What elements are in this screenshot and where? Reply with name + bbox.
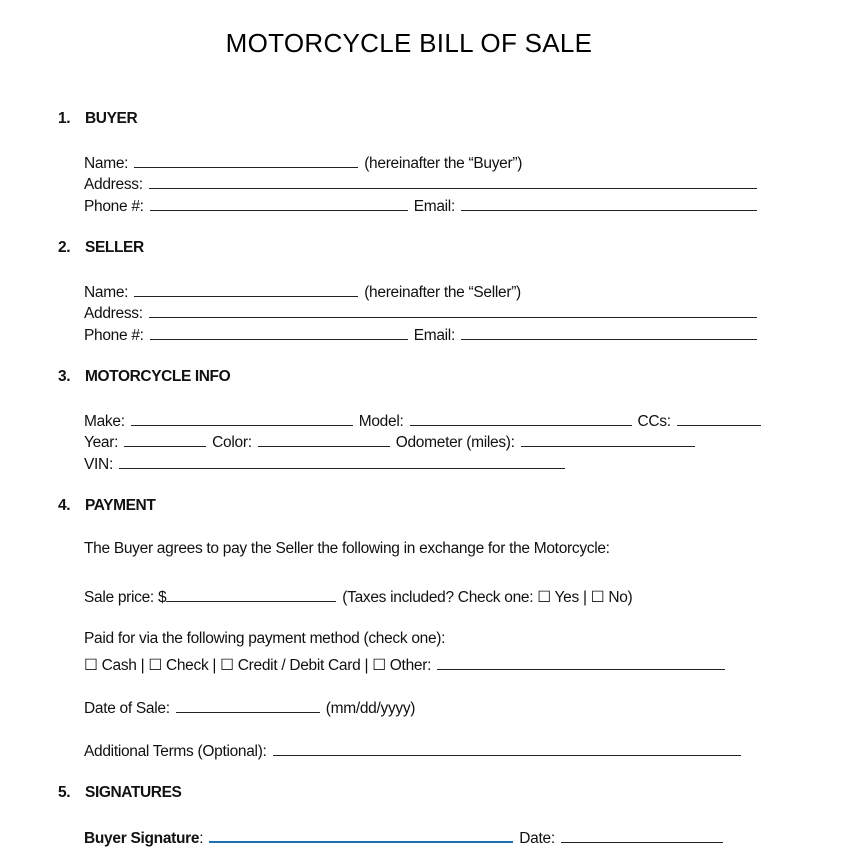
taxes-yes-checkbox[interactable]: ☐ Yes xyxy=(537,589,579,606)
make-label: Make: xyxy=(84,413,125,430)
section-number: 3. xyxy=(58,368,71,385)
payment-intro: The Buyer agrees to pay the Seller the following in exchange for the Motorcycle: xyxy=(84,540,610,557)
buyer-name-field[interactable] xyxy=(134,153,358,168)
buyer-name-row xyxy=(84,153,522,173)
buyer-email-field[interactable] xyxy=(461,196,757,211)
buyer-address-label: Address: xyxy=(84,176,143,193)
signature-date-label: Date: xyxy=(519,830,555,847)
buyer-signature-label: Buyer Signature xyxy=(84,830,200,847)
section-number: 4. xyxy=(58,497,71,514)
seller-address-label: Address: xyxy=(84,305,143,322)
ccs-field[interactable] xyxy=(677,411,761,426)
other-checkbox[interactable]: ☐ Other: xyxy=(372,657,432,674)
section-number: 2. xyxy=(58,239,71,256)
check-checkbox[interactable]: ☐ Check xyxy=(148,657,209,674)
payment-method-row xyxy=(84,655,727,675)
section-number: 5. xyxy=(58,784,71,801)
other-method-field[interactable] xyxy=(437,655,725,670)
sale-price-field[interactable] xyxy=(166,587,336,602)
seller-contact-row xyxy=(84,325,759,345)
seller-email-label: Email: xyxy=(413,327,455,344)
taxes-no-checkbox[interactable]: ☐ No) xyxy=(590,589,633,606)
buyer-signature-field[interactable] xyxy=(209,827,513,843)
date-format-hint: (mm/dd/yyyy) xyxy=(325,700,416,717)
section-heading-signatures xyxy=(58,784,181,802)
sale-price-label: Sale price: $ xyxy=(84,589,167,606)
year-label: Year: xyxy=(84,434,119,451)
model-label: Model: xyxy=(358,413,404,430)
buyer-signature-row xyxy=(84,827,725,848)
color-field[interactable] xyxy=(258,432,390,447)
color-label: Color: xyxy=(212,434,252,451)
section-title: SIGNATURES xyxy=(85,784,182,801)
seller-phone-label: Phone #: xyxy=(84,327,144,344)
sale-price-row xyxy=(84,587,632,607)
vin-field[interactable] xyxy=(119,454,565,469)
buyer-address-field[interactable] xyxy=(149,174,757,189)
section-heading-motorcycle xyxy=(58,368,230,386)
section-heading-seller xyxy=(58,239,144,257)
section-heading-buyer xyxy=(58,110,137,128)
signature-date-field[interactable] xyxy=(561,828,723,843)
seller-phone-field[interactable] xyxy=(150,325,408,340)
separator: | xyxy=(582,589,587,606)
seller-name-note: (hereinafter the “Seller”) xyxy=(364,284,521,301)
buyer-email-label: Email: xyxy=(413,198,455,215)
vin-label: VIN: xyxy=(84,456,113,473)
payment-method-intro: Paid for via the following payment method (check one): xyxy=(84,630,446,647)
model-field[interactable] xyxy=(410,411,632,426)
taxes-note: (Taxes included? Check one: xyxy=(342,589,534,606)
date-of-sale-row xyxy=(84,698,415,718)
odometer-field[interactable] xyxy=(521,432,695,447)
buyer-address-row xyxy=(84,174,759,194)
vin-row xyxy=(84,454,567,474)
make-field[interactable] xyxy=(131,411,353,426)
buyer-contact-row xyxy=(84,196,759,216)
seller-email-field[interactable] xyxy=(461,325,757,340)
year-field[interactable] xyxy=(124,432,206,447)
section-number: 1. xyxy=(58,110,71,127)
document-title: MOTORCYCLE BILL OF SALE xyxy=(225,28,593,58)
year-color-row xyxy=(84,432,697,452)
buyer-name-label: Name: xyxy=(84,155,129,172)
credit-debit-checkbox[interactable]: ☐ Credit / Debit Card xyxy=(220,657,361,674)
additional-terms-label: Additional Terms (Optional): xyxy=(84,743,267,760)
make-model-row xyxy=(84,411,763,431)
section-title: PAYMENT xyxy=(85,497,156,514)
colon: : xyxy=(199,830,204,847)
section-title: BUYER xyxy=(85,110,138,127)
separator: | xyxy=(140,657,145,674)
section-title: SELLER xyxy=(85,239,144,256)
additional-terms-row xyxy=(84,741,743,761)
date-of-sale-label: Date of Sale: xyxy=(84,700,170,717)
separator: | xyxy=(212,657,217,674)
seller-name-label: Name: xyxy=(84,284,129,301)
seller-name-field[interactable] xyxy=(134,282,358,297)
buyer-phone-label: Phone #: xyxy=(84,198,144,215)
seller-name-row xyxy=(84,282,521,302)
buyer-phone-field[interactable] xyxy=(150,196,408,211)
section-title: MOTORCYCLE INFO xyxy=(85,368,231,385)
buyer-name-note: (hereinafter the “Buyer”) xyxy=(364,155,523,172)
odometer-label: Odometer (miles): xyxy=(395,434,515,451)
seller-address-row xyxy=(84,303,759,323)
cash-checkbox[interactable]: ☐ Cash xyxy=(84,657,137,674)
date-of-sale-field[interactable] xyxy=(176,698,320,713)
section-heading-payment xyxy=(58,497,155,515)
separator: | xyxy=(364,657,369,674)
additional-terms-field[interactable] xyxy=(273,741,741,756)
seller-address-field[interactable] xyxy=(149,303,757,318)
ccs-label: CCs: xyxy=(637,413,671,430)
